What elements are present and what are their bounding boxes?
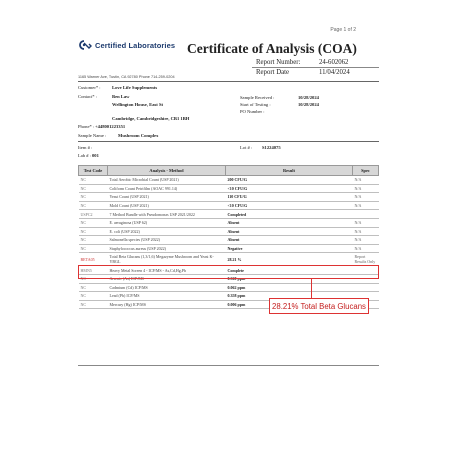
results-body [79, 176, 379, 309]
cl-logo-icon [78, 40, 92, 50]
results-header-row [79, 166, 379, 176]
customer-label: Customer* : [78, 85, 101, 90]
result-cell: Completed [226, 210, 353, 219]
table-row [79, 253, 379, 266]
result-cell: 28.21 % [226, 253, 353, 266]
header-result: Result [226, 166, 353, 176]
header-test-code: Test Code [79, 166, 108, 176]
test-code-cell: NC [79, 201, 108, 210]
spec-cell: N/A [353, 184, 379, 193]
result-cell: Absent [226, 236, 353, 245]
result-cell: 0.360 ppm [226, 274, 353, 283]
table-row [79, 218, 379, 227]
header-spec: Spec [353, 166, 379, 176]
report-date-value: 11/04/2024 [319, 69, 350, 76]
table-row [79, 227, 379, 236]
spec-cell: N/A [353, 227, 379, 236]
document-title: Certificate of Analysis (COA) [187, 41, 357, 56]
table-row [79, 193, 379, 202]
result-cell: 0.006 ppm [226, 300, 353, 309]
contact-label: Contact* : [78, 94, 98, 99]
report-number-label: Report Number: [256, 59, 301, 66]
contact-address-1: Wellington House, East St [112, 102, 164, 107]
analysis-cell: Heavy Metal Screen 4 - ICP/MS - As,Cd,Hg,Pb [108, 266, 226, 275]
spec-cell: Report Results Only [353, 253, 379, 266]
beta-glucan-highlight-box [78, 265, 379, 279]
result-cell: <10 CFU/G [226, 184, 353, 193]
result-cell: Absent [226, 227, 353, 236]
table-row [79, 236, 379, 245]
test-code-cell: NC [79, 236, 108, 245]
header-analysis-method: Analysis - Method [108, 166, 226, 176]
sample-received-label: Sample Received : [240, 95, 275, 100]
item-label: Item # : [78, 145, 93, 150]
result-cell: 200 CFU/G [226, 176, 353, 185]
test-code-cell: HMN5 [79, 266, 108, 275]
lot-label: Lot # : [240, 145, 253, 150]
report-date-row [256, 69, 350, 76]
spec-cell: N/A [353, 218, 379, 227]
test-code-cell: NC [79, 218, 108, 227]
table-row [79, 283, 379, 292]
lot-value: S1224075 [262, 145, 281, 150]
analysis-cell: Lead (Pb) ICP/MS [108, 292, 226, 301]
sample-received-value: 10/28/2024 [298, 95, 319, 100]
analysis-cell: Salmonella species (USP 2022) [108, 236, 226, 245]
lab-address: 1165 Warner Ave, Tustin, CA 92780 Phone 714-259-0204 [78, 75, 175, 79]
test-code-cell: NC [79, 292, 108, 301]
spec-cell [353, 210, 379, 219]
contact-address-2: Cambridge, Cambridgeshire, CB1 1BH [112, 116, 190, 121]
table-row [79, 244, 379, 253]
customer-value: Love Life Supplements [112, 85, 158, 90]
lab-label: Lab # : [78, 153, 92, 158]
spec-cell: N/A [353, 201, 379, 210]
table-row [79, 210, 379, 219]
phone-label: Phone* : [78, 124, 95, 129]
table-row [79, 184, 379, 193]
report-number-row [256, 59, 348, 66]
test-code-cell: NC [79, 227, 108, 236]
table-row [79, 201, 379, 210]
test-code-cell: NC [79, 283, 108, 292]
result-cell: Absent [226, 218, 353, 227]
analysis-cell: Staphylococcus aureus (USP 2022) [108, 244, 226, 253]
test-code-cell: NC [79, 274, 108, 283]
report-number-value: 24-602062 [319, 59, 349, 66]
result-cell: 0.358 ppm [226, 292, 353, 301]
test-code-cell: BETA05 [79, 253, 108, 266]
analysis-cell: 7 Method Bundle with Pseudomonas USP 2021/2022 [108, 210, 226, 219]
start-testing-value: 10/28/2024 [298, 102, 319, 107]
spec-cell: N/A [353, 176, 379, 185]
test-code-cell: NC [79, 176, 108, 185]
analysis-cell: Total Aerobic Microbial Count (USP 2021) [108, 176, 226, 185]
spec-cell: N/A [353, 236, 379, 245]
spec-cell: N/A [353, 193, 379, 202]
report-divider [252, 67, 379, 68]
test-code-cell: NC [79, 193, 108, 202]
po-number-label: PO Number : [240, 109, 265, 114]
sample-name-value: Mushroom Complex [118, 133, 159, 138]
logo-text: Certified Laboratories [95, 40, 176, 50]
beta-glucan-callout: 28.21% Total Beta Glucans [269, 298, 369, 314]
result-cell: 0.062 ppm [226, 283, 353, 292]
results-table [78, 165, 379, 309]
result-cell: Complete [226, 266, 353, 275]
lab-value: 001 [92, 153, 99, 158]
test-code-cell: NC [79, 244, 108, 253]
page-number: Page 1 of 2 [330, 27, 356, 33]
spec-cell: N/A [353, 244, 379, 253]
footer-divider [78, 365, 379, 366]
analysis-cell: Total Beta Glucans (1,3/1,6) Megazyme Mushroom and Yeast K-YBGL [108, 253, 226, 266]
analysis-cell: Mercury (Hg) ICP/MS [108, 300, 226, 309]
sample-name-label: Sample Name : [78, 133, 107, 138]
spec-cell [353, 283, 379, 292]
analysis-cell: Coliform Count Petrifilm (AOAC 991.14) [108, 184, 226, 193]
phone-value: +448001223351 [95, 124, 126, 129]
table-row [79, 176, 379, 185]
analysis-cell: E. coli (USP 2022) [108, 227, 226, 236]
test-code-cell: USPC2 [79, 210, 108, 219]
analysis-cell: E. aeruginosa (USP 62) [108, 218, 226, 227]
analysis-cell: Mold Count (USP 2021) [108, 201, 226, 210]
callout-connector [311, 279, 312, 298]
report-date-label: Report Date [256, 69, 290, 76]
analysis-cell: Arsenic (As) ICP/MS [108, 274, 226, 283]
analysis-cell: Yeast Count (USP 2021) [108, 193, 226, 202]
test-code-cell: NC [79, 184, 108, 193]
contact-name: Ben Law [112, 94, 130, 99]
result-cell: <10 CFU/G [226, 201, 353, 210]
start-testing-label: Start of Testing : [240, 102, 271, 107]
analysis-cell: Cadmium (Cd) ICP/MS [108, 283, 226, 292]
sample-divider [78, 141, 379, 142]
test-code-cell: NC [79, 300, 108, 309]
result-cell: Negative [226, 244, 353, 253]
header-divider [78, 81, 379, 82]
result-cell: 110 CFU/G [226, 193, 353, 202]
company-logo [78, 40, 175, 50]
